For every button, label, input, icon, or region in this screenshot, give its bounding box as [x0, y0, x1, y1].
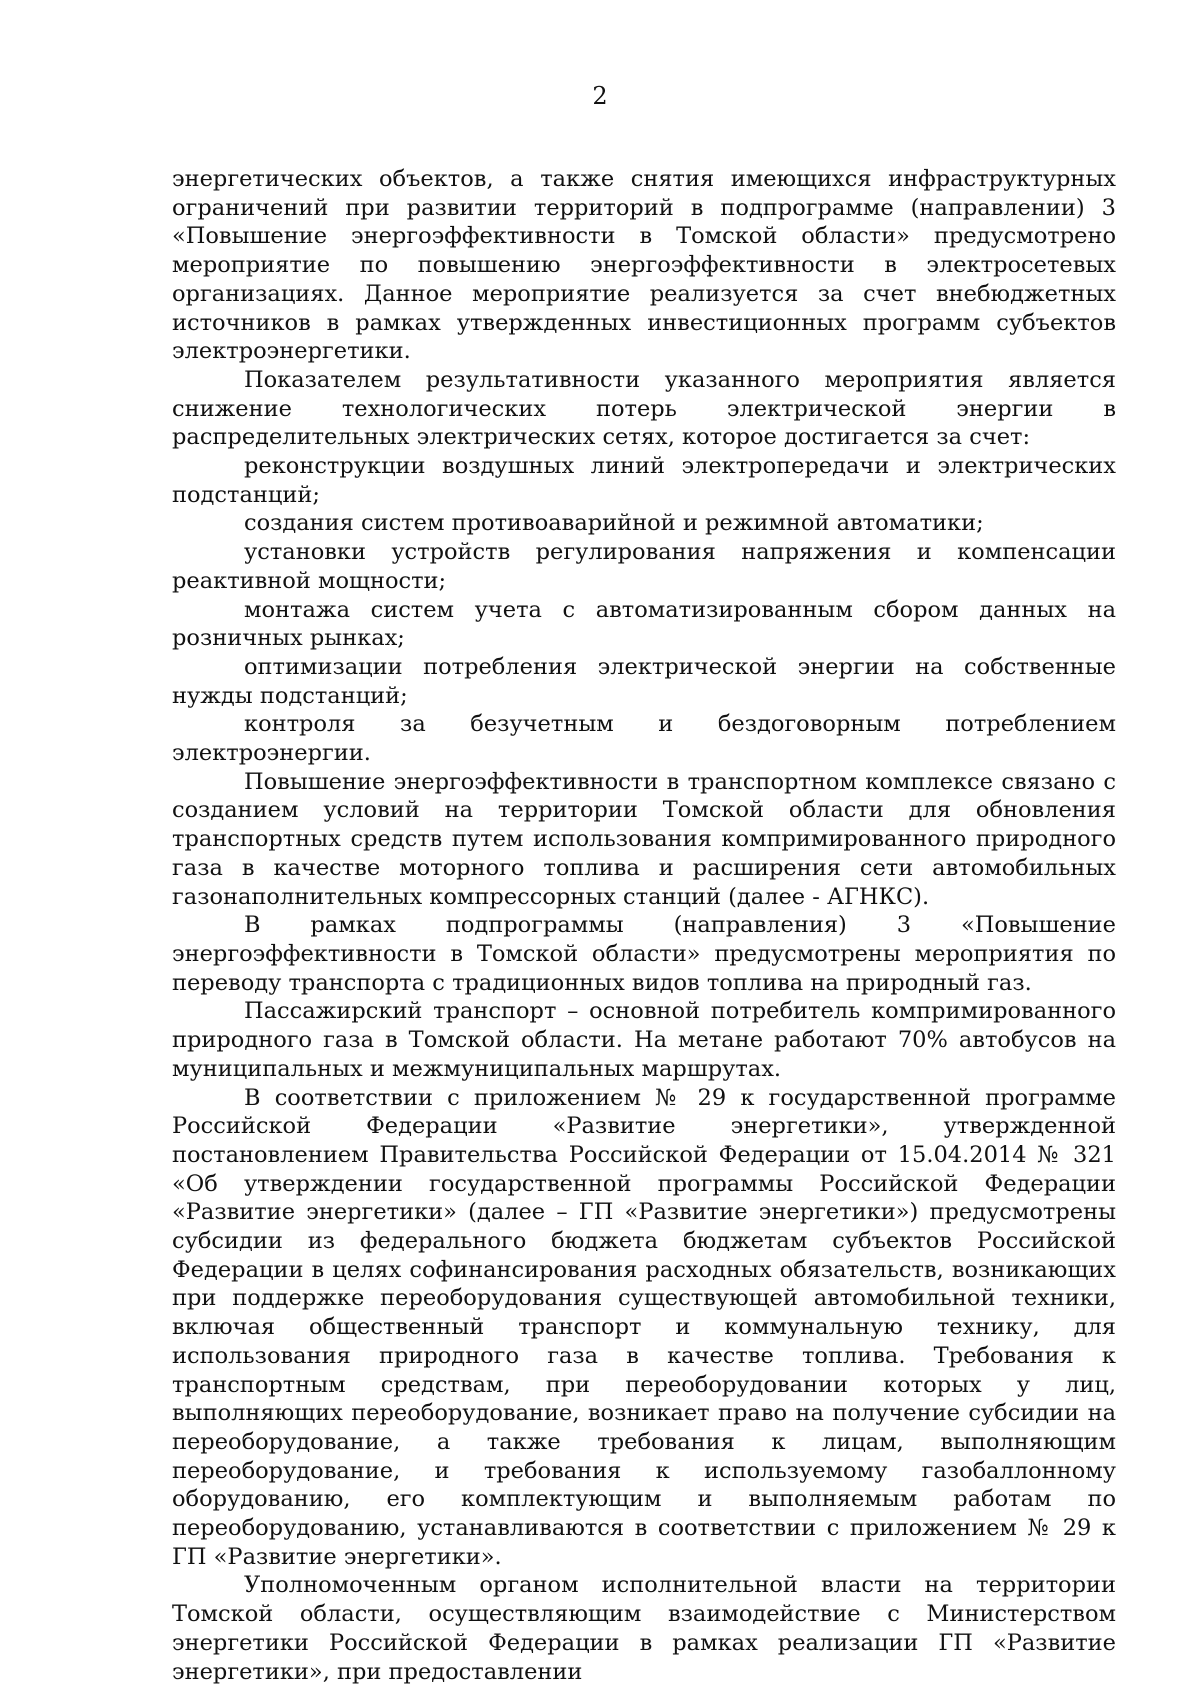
paragraph: В соответствии с приложением № 29 к государственной программе Российской Федерации «Развитие энергетики», утвержденной постановлением Правительства Российской Федерации от 15.04.2014 № 321 «Об утверждении государственной программы Российской Федерации «Развитие энергетики» (далее – ГП «Развитие энергетики») предусмотрены субсидии из федерального бюджета бюджетам субъектов Российской Федерации в целях софинансирования расходных обязательств, возникающих при поддержке переоборудования существующей автомобильной техники, включая общественный транспорт и коммунальную технику, для использования природного газа в качестве топлива. Требования к транспортным средствам, при переоборудовании которых у лиц, выполняющих переоборудование, возникает право на получение субсидии на переоборудование, а также требования к лицам, выполняющим переоборудование, и требования к используемому газобаллонному оборудованию, его комплектующим и выполняемым работам по переоборудованию, устанавливаются в соответствии с приложением № 29 к ГП «Развитие энергетики». — [172, 1084, 1116, 1570]
list-item: контроля за безучетным и бездоговорным потреблением электроэнергии. — [172, 711, 1116, 767]
list-item: монтажа систем учета с автоматизированным сбором данных на розничных рынках; — [172, 596, 1116, 652]
paragraph: энергетических объектов, а также снятия имеющихся инфраструктурных ограничений при развитии территорий в подпрограмме (направлении) 3 «Повышение энергоэффективности в Томской области» предусмотрено мероприятие по повышению энергоэффективности в электросетевых организациях. Данное мероприятие реализуется за счет внебюджетных источников в рамках утвержденных инвестиционных программ субъектов электроэнергетики. — [172, 166, 1116, 365]
paragraph: Уполномоченным органом исполнительной власти на территории Томской области, осуществляющим взаимодействие с Министерством энергетики Российской Федерации в рамках реализации ГП «Развитие энергетики», при предоставлении — [172, 1572, 1116, 1685]
list-item: реконструкции воздушных линий электропередачи и электрических подстанций; — [172, 453, 1116, 508]
document-body — [172, 165, 1116, 1686]
list-item: создания систем противоаварийной и режимной автоматики; — [244, 510, 984, 537]
list-item: установки устройств регулирования напряжения и компенсации реактивной мощности; — [172, 539, 1116, 594]
paragraph: Показателем результативности указанного мероприятия является снижение технологических потерь электрической энергии в распределительных электрических сетях, которое достигается за счет: — [172, 366, 1116, 451]
paragraph: Повышение энергоэффективности в транспортном комплексе связано с созданием условий на территории Томской области для обновления транспортных средств путем использования компримированного природного газа в качестве моторного топлива и расширения сети автомобильных газонаполнительных компрессорных станций (далее - АГНКС). — [172, 768, 1116, 910]
page-number: 2 — [592, 82, 608, 110]
paragraph: В рамках подпрограммы (направления) 3 «Повышение энергоэффективности в Томской области» предусмотрены мероприятия по переводу транспорта с традиционных видов топлива на природный газ. — [172, 912, 1116, 996]
paragraph: Пассажирский транспорт – основной потребитель компримированного природного газа в Томской области. На метане работают 70% автобусов на муниципальных и межмуниципальных маршрутах. — [172, 998, 1116, 1082]
list-item: оптимизации потребления электрической энергии на собственные нужды подстанций; — [172, 653, 1116, 709]
